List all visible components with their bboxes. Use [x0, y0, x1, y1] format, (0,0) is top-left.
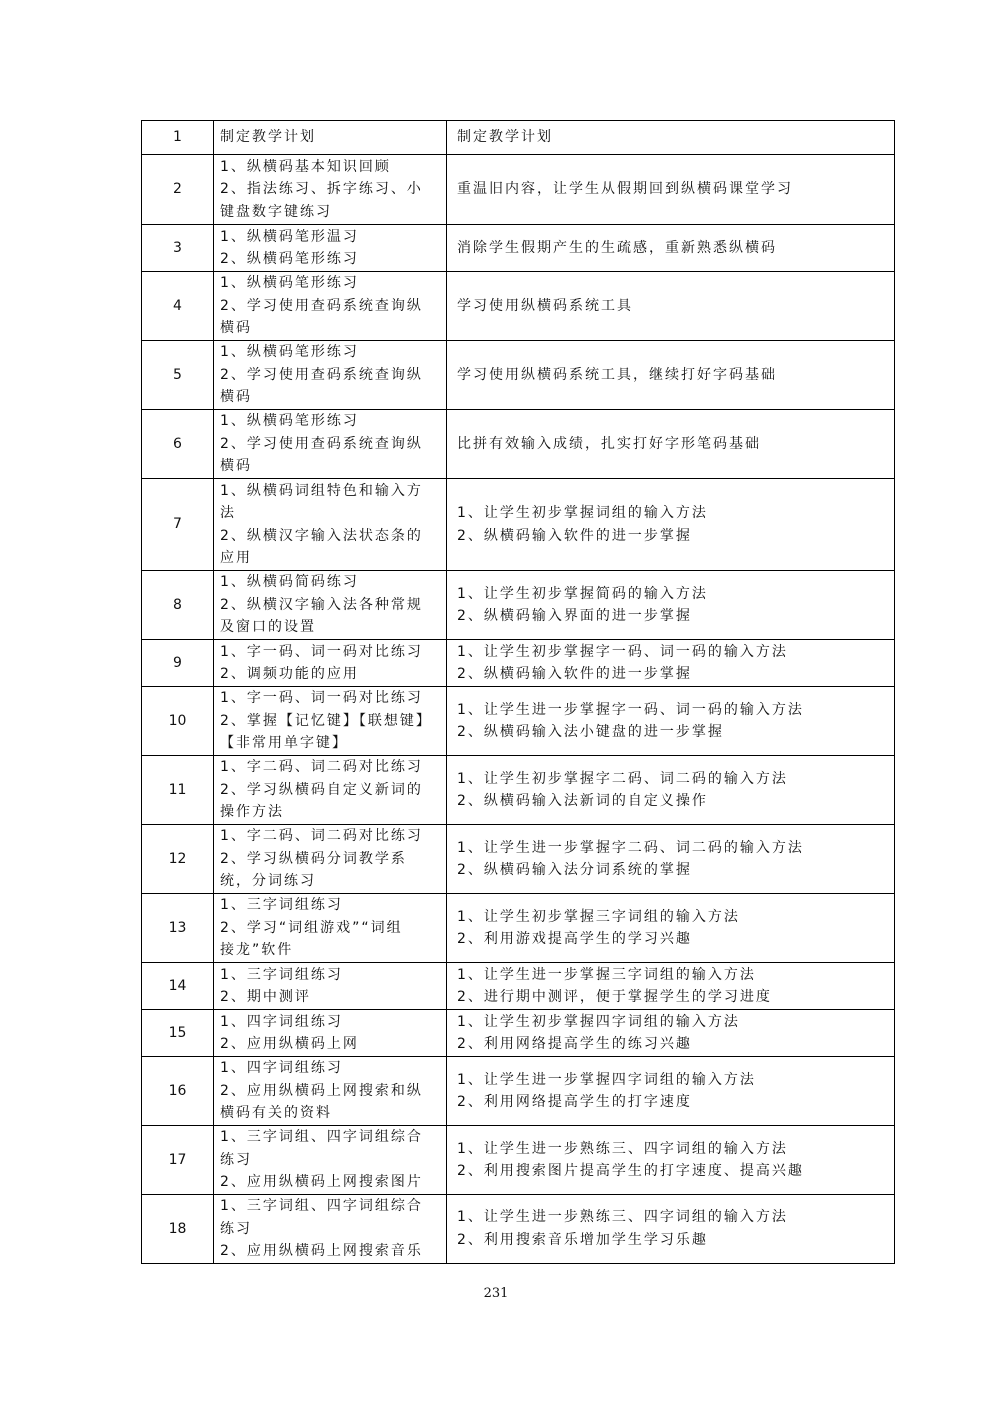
content-line: 统，分词练习 — [220, 873, 316, 890]
week-number-cell: 9 — [142, 640, 214, 687]
week-number-cell: 7 — [142, 479, 214, 571]
goal-line: 1、让学生初步掌握四字词组的输入方法 — [457, 1013, 740, 1030]
content-line: 2、纵横码笔形练习 — [220, 251, 359, 267]
content-line: 及窗口的设置 — [220, 619, 316, 636]
goal-line: 2、纵横码输入法新词的自定义操作 — [457, 793, 708, 809]
content-line: 2、学习纵横码自定义新词的 — [220, 781, 423, 798]
teaching-content-cell — [214, 894, 447, 963]
teaching-goal-cell — [447, 225, 895, 272]
goal-line: 1、让学生初步掌握词组的输入方法 — [457, 505, 708, 521]
teaching-content-cell — [214, 687, 447, 756]
teaching-content-cell — [214, 410, 447, 479]
teaching-goal-cell — [447, 410, 895, 479]
teaching-goal-cell — [447, 341, 895, 410]
goal-line: 1、让学生初步掌握简码的输入方法 — [457, 585, 708, 602]
page-number: 231 — [483, 1286, 509, 1301]
goal-line: 1、让学生初步掌握字二码、词二码的输入方法 — [457, 770, 788, 787]
table-row — [142, 155, 895, 225]
teaching-content-cell — [214, 640, 447, 687]
goal-line: 2、纵横码输入软件的进一步掌握 — [457, 527, 692, 544]
goal-line: 比拼有效输入成绩，扎实打好字形笔码基础 — [457, 435, 761, 452]
table-row — [142, 121, 895, 155]
table-row — [142, 687, 895, 756]
content-line: 2、学习使用查码系统查询纵 — [220, 366, 423, 383]
teaching-content-cell — [214, 155, 447, 225]
week-number-cell: 1 — [142, 121, 214, 155]
teaching-content-cell — [214, 1010, 447, 1057]
week-number-cell: 6 — [142, 410, 214, 479]
content-line: 1、纵横码基本知识回顾 — [220, 158, 391, 175]
content-line: 2、指法练习、拆字练习、小 — [220, 181, 423, 198]
goal-line: 1、让学生进一步掌握字一码、词一码的输入方法 — [457, 701, 804, 718]
content-line: 2、应用纵横码上网 — [220, 1036, 359, 1052]
week-number-cell: 10 — [142, 687, 214, 756]
teaching-content-cell — [214, 1057, 447, 1126]
teaching-goal-cell — [447, 1126, 895, 1195]
teaching-content-cell — [214, 272, 447, 341]
content-line: 2、调频功能的应用 — [220, 666, 359, 682]
goal-line: 制定教学计划 — [457, 129, 553, 146]
content-line: 2、应用纵横码上网搜索和纵 — [220, 1082, 423, 1099]
table-row — [142, 571, 895, 640]
goal-line: 2、纵横码输入法分词系统的掌握 — [457, 862, 692, 878]
content-line: 1、三字词组练习 — [220, 897, 343, 914]
content-line: 法 — [220, 505, 236, 521]
table-row — [142, 341, 895, 410]
content-line: 1、纵横码笔形练习 — [220, 275, 359, 292]
teaching-content-cell — [214, 1126, 447, 1195]
content-line: 1、纵横码笔形温习 — [220, 228, 359, 245]
goal-line: 1、让学生进一步掌握三字词组的输入方法 — [457, 966, 756, 983]
goal-line: 2、利用搜索图片提高学生的打字速度、提高兴趣 — [457, 1163, 804, 1179]
table-row — [142, 963, 895, 1010]
table-row — [142, 1057, 895, 1126]
goal-line: 1、让学生进一步熟练三、四字词组的输入方法 — [457, 1209, 788, 1226]
content-line: 1、三字词组、四字词组综合 — [220, 1198, 423, 1214]
week-number-cell: 4 — [142, 272, 214, 341]
week-number-cell: 16 — [142, 1057, 214, 1126]
week-number-cell: 18 — [142, 1195, 214, 1264]
goal-line: 学习使用纵横码系统工具，继续打好字码基础 — [457, 366, 777, 383]
teaching-goal-cell — [447, 121, 895, 155]
teaching-goal-cell — [447, 571, 895, 640]
goal-line: 2、纵横码输入软件的进一步掌握 — [457, 666, 692, 682]
content-line: 1、字二码、词二码对比练习 — [220, 759, 423, 776]
content-line: 操作方法 — [220, 804, 284, 821]
goal-line: 1、让学生进一步掌握字二码、词二码的输入方法 — [457, 839, 804, 856]
week-number-cell: 17 — [142, 1126, 214, 1195]
content-line: 2、学习纵横码分词教学系 — [220, 850, 407, 867]
teaching-goal-cell — [447, 272, 895, 341]
content-line: 键盘数字键练习 — [220, 203, 332, 220]
content-line: 【非常用单字键】 — [220, 735, 348, 752]
teaching-goal-cell — [447, 894, 895, 963]
teaching-goal-cell — [447, 687, 895, 756]
goal-line: 2、利用网络提高学生的打字速度 — [457, 1094, 692, 1110]
week-number-cell: 15 — [142, 1010, 214, 1057]
week-number-cell: 12 — [142, 825, 214, 894]
week-number-cell: 5 — [142, 341, 214, 410]
content-line: 2、学习使用查码系统查询纵 — [220, 435, 423, 452]
goal-line: 消除学生假期产生的生疏感，重新熟悉纵横码 — [457, 239, 777, 256]
content-line: 2、学习“词组游戏”“词组 — [220, 919, 403, 936]
week-number-cell: 11 — [142, 756, 214, 825]
content-line: 2、学习使用查码系统查询纵 — [220, 297, 423, 314]
content-line: 横码 — [220, 320, 252, 337]
content-line: 接龙”软件 — [220, 942, 294, 959]
week-number-cell: 3 — [142, 225, 214, 272]
teaching-content-cell — [214, 479, 447, 571]
teaching-content-cell — [214, 225, 447, 272]
goal-line: 重温旧内容，让学生从假期回到纵横码课堂学习 — [457, 181, 793, 198]
teaching-goal-cell — [447, 1057, 895, 1126]
table-row — [142, 479, 895, 571]
teaching-goal-cell — [447, 1195, 895, 1264]
content-line: 1、四字词组练习 — [220, 1013, 343, 1030]
content-line: 练习 — [220, 1151, 252, 1168]
teaching-goal-cell — [447, 479, 895, 571]
content-line: 1、纵横码笔形练习 — [220, 413, 359, 430]
table-row — [142, 1195, 895, 1264]
content-line: 1、纵横码笔形练习 — [220, 344, 359, 361]
table-row — [142, 410, 895, 479]
goal-line: 学习使用纵横码系统工具 — [457, 297, 633, 314]
teaching-content-cell — [214, 121, 447, 155]
week-number-cell: 13 — [142, 894, 214, 963]
content-line: 横码 — [220, 458, 252, 475]
content-line: 1、纵横码简码练习 — [220, 574, 359, 591]
content-line: 1、四字词组练习 — [220, 1060, 343, 1077]
table-row — [142, 1010, 895, 1057]
table-row — [142, 640, 895, 687]
goal-line: 2、纵横码输入界面的进一步掌握 — [457, 608, 692, 624]
week-number-cell: 2 — [142, 155, 214, 225]
content-line: 2、掌握【记忆键】【联想键】 — [220, 712, 432, 729]
content-line: 1、字二码、词二码对比练习 — [220, 828, 423, 845]
content-line: 2、应用纵横码上网搜索图片 — [220, 1174, 423, 1191]
teaching-plan-table — [141, 120, 895, 1264]
table-row — [142, 225, 895, 272]
goal-line: 1、让学生初步掌握字一码、词一码的输入方法 — [457, 643, 788, 660]
teaching-goal-cell — [447, 640, 895, 687]
content-line: 2、应用纵横码上网搜索音乐 — [220, 1243, 423, 1259]
teaching-content-cell — [214, 1195, 447, 1264]
table-row — [142, 1126, 895, 1195]
week-number-cell: 14 — [142, 963, 214, 1010]
goal-line: 1、让学生进一步掌握四字词组的输入方法 — [457, 1071, 756, 1088]
teaching-goal-cell — [447, 825, 895, 894]
teaching-goal-cell — [447, 1010, 895, 1057]
content-line: 2、纵横汉字输入法状态条的 — [220, 527, 423, 544]
goal-line: 1、让学生进一步熟练三、四字词组的输入方法 — [457, 1140, 788, 1157]
content-line: 1、字一码、词一码对比练习 — [220, 643, 423, 660]
content-line: 2、期中测评 — [220, 989, 311, 1005]
content-line: 横码有关的资料 — [220, 1105, 332, 1122]
table-row — [142, 825, 895, 894]
teaching-content-cell — [214, 571, 447, 640]
teaching-goal-cell — [447, 155, 895, 225]
teaching-content-cell — [214, 963, 447, 1010]
week-number-cell: 8 — [142, 571, 214, 640]
table-row — [142, 894, 895, 963]
goal-line: 2、利用搜索音乐增加学生学习乐趣 — [457, 1231, 708, 1248]
content-line: 1、纵横码词组特色和输入方 — [220, 482, 423, 499]
content-line: 横码 — [220, 389, 252, 406]
teaching-content-cell — [214, 825, 447, 894]
content-line: 练习 — [220, 1220, 252, 1237]
teaching-content-cell — [214, 341, 447, 410]
table-body — [142, 121, 895, 1264]
content-line: 制定教学计划 — [220, 129, 316, 146]
goal-line: 2、纵横码输入法小键盘的进一步掌握 — [457, 724, 724, 740]
content-line: 2、纵横汉字输入法各种常规 — [220, 596, 423, 613]
goal-line: 2、利用网络提高学生的练习兴趣 — [457, 1036, 692, 1052]
teaching-content-cell — [214, 756, 447, 825]
content-line: 1、三字词组、四字词组综合 — [220, 1129, 423, 1146]
goal-line: 2、利用游戏提高学生的学习兴趣 — [457, 931, 692, 947]
content-line: 1、三字词组练习 — [220, 966, 343, 983]
teaching-goal-cell — [447, 963, 895, 1010]
goal-line: 2、进行期中测评，便于掌握学生的学习进度 — [457, 989, 772, 1005]
goal-line: 1、让学生初步掌握三字词组的输入方法 — [457, 908, 740, 925]
content-line: 1、字一码、词一码对比练习 — [220, 690, 423, 707]
teaching-goal-cell — [447, 756, 895, 825]
table-row — [142, 756, 895, 825]
table-row — [142, 272, 895, 341]
content-line: 应用 — [220, 550, 252, 566]
